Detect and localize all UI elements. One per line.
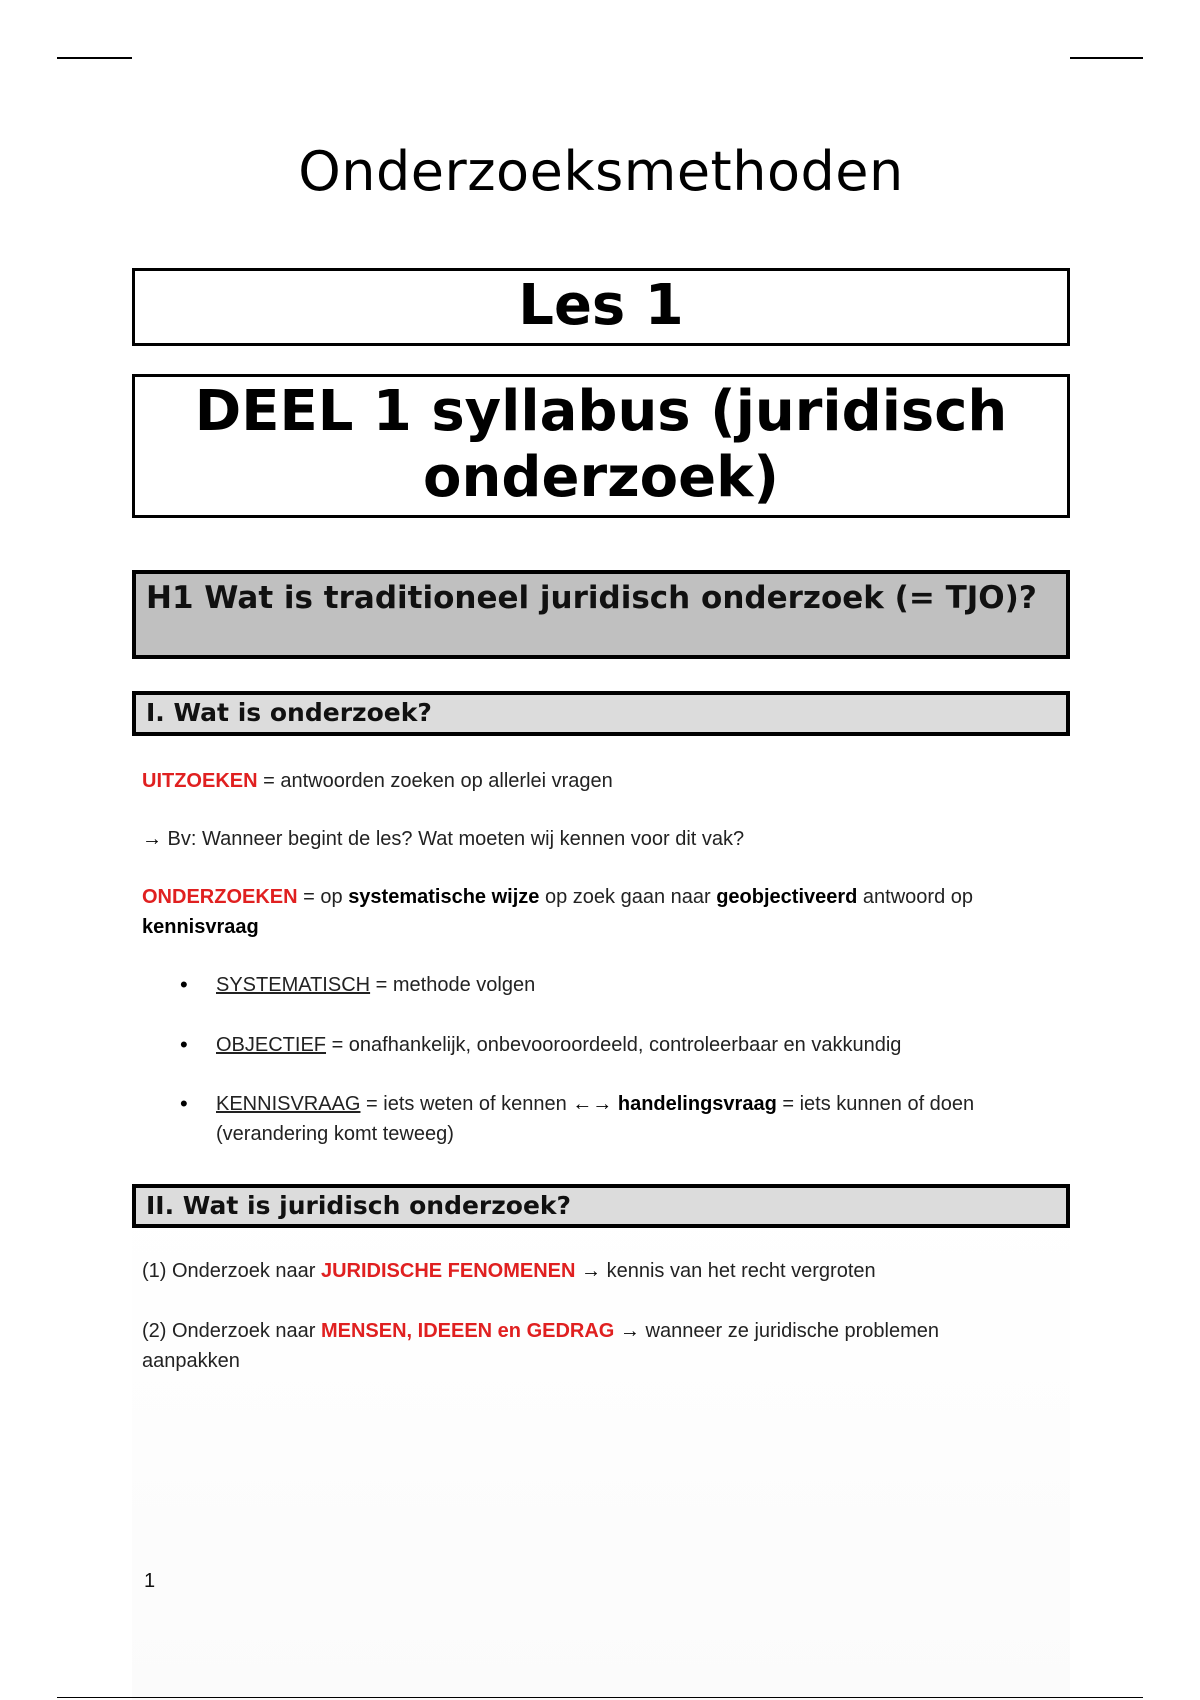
- list-item: [216, 1030, 1050, 1060]
- arrow-right-icon: →: [614, 1320, 646, 1342]
- term: SYSTEMATISCH: [216, 974, 371, 996]
- term: MENSEN, IDEEEN en GEDRAG: [320, 1320, 615, 1342]
- definition-text: = antwoorden zoeken op allerlei vragen: [257, 770, 613, 792]
- text: antwoord op: [857, 886, 974, 908]
- bold-text: geobjectiveerd: [716, 886, 858, 908]
- research-item-1: [142, 1256, 1040, 1286]
- chapter-heading: H1 Wat is traditioneel juridisch onderzoek (= TJO)?: [132, 570, 1070, 659]
- definition-onderzoeken: [142, 882, 1040, 942]
- text: op zoek gaan naar: [539, 886, 717, 908]
- bullet-icon: •: [180, 1032, 188, 1057]
- research-item-2: [142, 1316, 1040, 1376]
- bullet-icon: •: [180, 1091, 188, 1116]
- item-text: = methode volgen: [370, 974, 536, 996]
- bold-text: kennisvraag: [142, 916, 259, 938]
- lesson-box: Les 1: [132, 268, 1070, 346]
- bold-text: handelingsvraag: [612, 1093, 777, 1115]
- part-box: DEEL 1 syllabus (juridisch onderzoek): [132, 374, 1070, 518]
- text: (1) Onderzoek naar: [142, 1260, 321, 1282]
- term: OBJECTIEF: [216, 1034, 327, 1056]
- term: ONDERZOEKEN: [142, 886, 298, 908]
- term: JURIDISCHE FENOMENEN: [320, 1260, 576, 1282]
- page-content: [132, 0, 1070, 1700]
- item-text: = onafhankelijk, onbevooroordeeld, controleerbaar en vakkundig: [326, 1034, 902, 1056]
- example-text: Bv: Wanneer begint de les? Wat moeten wij kennen voor dit vak?: [162, 828, 745, 850]
- item-text: = iets kunnen of doen (verandering komt teweeg): [216, 1093, 975, 1145]
- text: = op: [297, 886, 349, 908]
- document-title: Onderzoeksmethoden: [298, 140, 904, 203]
- definition-uitzoeken: [142, 766, 1040, 796]
- arrow-right-icon: →: [142, 828, 162, 850]
- text: wanneer ze juridische problemen aanpakken: [142, 1320, 939, 1372]
- term: KENNISVRAAG: [216, 1093, 361, 1115]
- arrow-right-icon: →: [575, 1260, 607, 1282]
- text: (2) Onderzoek naar: [142, 1320, 321, 1342]
- list-item: [216, 1089, 1050, 1149]
- item-text: = iets weten of kennen: [360, 1093, 573, 1115]
- list-item: [216, 970, 1050, 1000]
- term: UITZOEKEN: [142, 770, 258, 792]
- left-right-arrow-icon: ←→: [572, 1093, 613, 1115]
- example-line: [142, 824, 1040, 854]
- section-heading-1: I. Wat is onderzoek?: [132, 691, 1070, 736]
- text: kennis van het recht vergroten: [606, 1260, 876, 1282]
- page-number: 1: [144, 1570, 156, 1592]
- bold-text: systematische wijze: [348, 886, 540, 908]
- footer-rule: [57, 1697, 1143, 1698]
- bullet-icon: •: [180, 972, 188, 997]
- section-heading-2: II. Wat is juridisch onderzoek?: [132, 1184, 1070, 1228]
